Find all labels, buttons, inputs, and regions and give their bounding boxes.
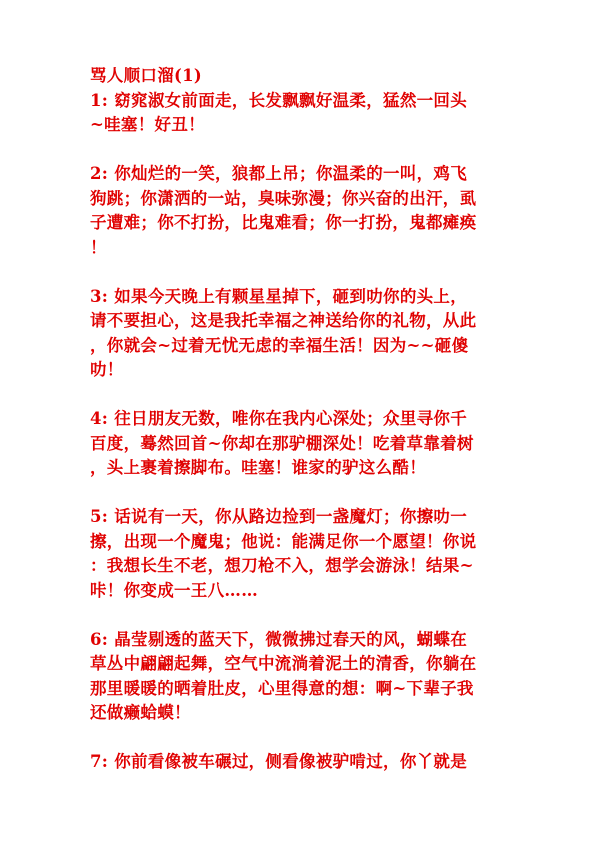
paragraph-3: 3: 如果今天晚上有颗星星掉下，砸到叻你的头上， 请不要担心，这是我托幸福之神送给你的礼物，从此 ，你就会~过着无忧无虑的幸福生活！因为~~砸傻 叻！ [90, 286, 477, 379]
paragraph-5: 5: 话说有一天，你从路边捡到一盏魔灯；你擦叻一 擦，出现一个魔鬼；他说：能满足你一个愿望！你说 ：我想长生不老，想刀枪不入，想学会游泳！结果~ 咔！你变成一王八…… [90, 507, 477, 600]
paragraph-2: 2: 你灿烂的一笑，狼都上吊；你温柔的一叫，鸡飞 狗跳；你潇洒的一站，臭味弥漫；你兴奋的出汗，虱 子遭难；你不打扮，比鬼难看；你一打扮，鬼都瘫痪 ！ [90, 164, 477, 257]
document-title: 骂人顺口溜(1) [90, 66, 202, 85]
document-body [90, 64, 522, 799]
paragraph-7: 7: 你前看像被车碾过，侧看像被驴啃过，你丫就是 [90, 752, 468, 771]
paragraph-1: 1: 窈窕淑女前面走，长发飘飘好温柔，猛然一回头 ~哇塞！好丑！ [90, 90, 468, 134]
paragraph-6: 6: 晶莹剔透的蓝天下，微微拂过春天的风，蝴蝶在 草丛中翩翩起舞，空气中流淌着泥土的清香，你躺在 那里暖暖的晒着肚皮，心里得意的想：啊~下辈子我 还做癞蛤蟆！ [90, 629, 477, 722]
paragraph-4: 4: 往日朋友无数，唯你在我内心深处；众里寻你千 百度，蓦然回首~你却在那驴棚深处！吃着草靠着树 ，头上裹着擦脚布。哇塞！谁家的驴这么酷！ [90, 409, 474, 477]
